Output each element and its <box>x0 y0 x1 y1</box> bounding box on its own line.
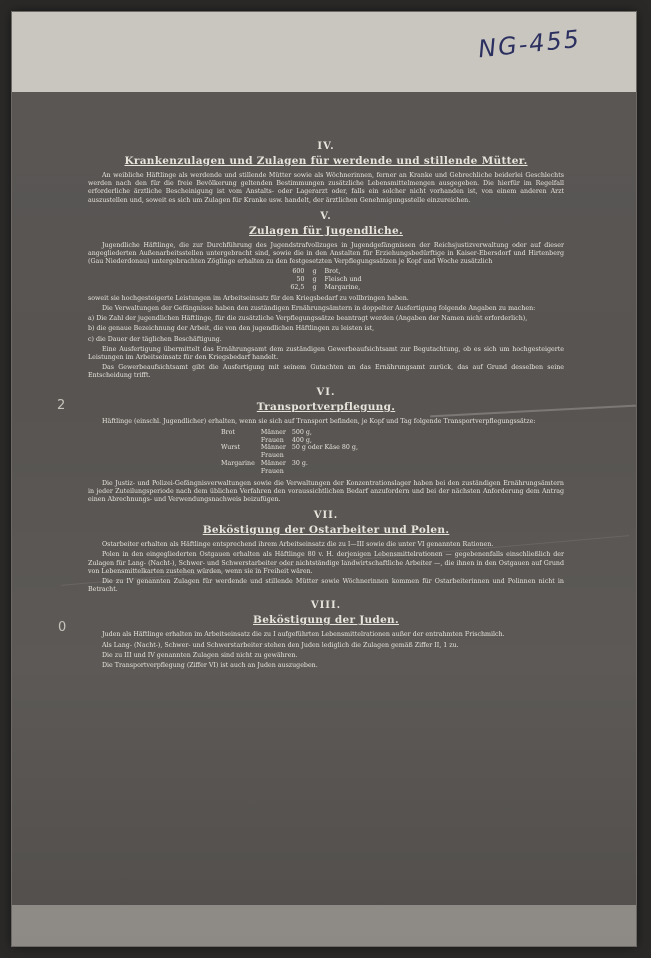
paragraph: soweit sie hochgesteigerte Leistungen im Arbeitseinsatz für den Kriegsbedarf zu vollbringen haben. <box>88 294 409 302</box>
ration-group: Männer <box>260 444 286 452</box>
table-row <box>218 468 361 476</box>
ration-amount: 500 g, <box>291 428 312 436</box>
ration-item: Margarine, <box>324 284 361 292</box>
ration-amount: 62,5 <box>290 284 305 292</box>
page-bottom-margin <box>12 905 636 946</box>
ration-item: Wurst <box>221 444 241 452</box>
ration-group: Frauen <box>260 467 284 475</box>
ration-item: Margarine <box>221 460 255 468</box>
paragraph: Die Transportverpflegung (Ziffer VI) ist auch an Juden auszugeben. <box>102 662 318 670</box>
table-row <box>218 452 361 460</box>
ration-amount: 50 <box>296 276 305 284</box>
ration-group: Frauen <box>260 436 284 444</box>
transport-ration-table <box>218 429 361 476</box>
paragraph: Das Gewerbeaufsichtsamt gibt die Ausfertigung mit seinem Gutachten an das Ernährungsamt zurück, das auf Grund desselben seine Entscheidung trifft. <box>88 364 564 380</box>
section-number: VI. <box>316 386 336 398</box>
list-item: b) die genaue Bezeichnung der Arbeit, die von den jugendlichen Häftlingen zu leisten ist, <box>88 325 375 333</box>
ration-amount: 30 g. <box>291 460 308 468</box>
paragraph: Eine Ausfertigung übermittelt das Ernährungsamt dem zuständigen Gewerbeaufsichtsamt zur Begutachtung, ob es sich um hochgesteigerte Leistungen im Arbeitseinsatz für den Kriegsbedarf handelt. <box>88 345 564 362</box>
ration-row <box>286 284 365 292</box>
paragraph: Die zu IV genannten Zulagen für werdende und stillende Mütter sowie Wöchnerinnen kommen für Ostarbeiterinnen und Polinnen nicht in Betracht. <box>88 578 564 594</box>
section-number: V. <box>320 210 332 222</box>
paragraph: Juden als Häftlinge erhalten im Arbeitseinsatz die zu I aufgeführten Lebensmittelrationen außer der entrahmten Frischmilch. <box>102 631 505 639</box>
section-number: VIII. <box>310 600 342 612</box>
ration-amount: 50 g oder Käse 80 g, <box>291 444 358 452</box>
ration-item <box>218 468 258 476</box>
section-number: IV. <box>317 141 335 152</box>
ration-amount: 600 <box>292 268 305 276</box>
table-row <box>218 429 361 437</box>
table-row <box>218 460 361 468</box>
paragraph: Die Justiz- und Polizei-Gefängnisverwaltungen sowie die Verwaltungen der Konzentrationslager haben bei den zuständigen Ernährungsämtern in jeder Zuteilungsperiode nach dem üblichen Verfahren den voraussichtlichen Bedarf anzufordern und bei der nächsten Anforderung dem Antrag einen Abrechnungs- und Verwendungsnachweis beizufügen. <box>88 479 564 504</box>
margin-mark: 2 <box>57 398 66 413</box>
list-item: c) die Dauer der täglichen Beschäftigung. <box>88 335 222 343</box>
section-title: Beköstigung der Juden. <box>253 614 399 627</box>
ration-item <box>218 437 258 445</box>
ration-amount <box>289 468 361 476</box>
margin-mark: 0 <box>58 620 67 635</box>
paragraph: Polen in den eingegliederten Ostgauen erhalten als Häftlinge 80 v. H. derjenigen Lebensmittelrationen — gegebenenfalls einschließlich der Zulagen für Lang- (Nacht-), Schwer- und Schwerstarbeiter oder nichtständige landwirtschaftliche Arbeiter —, die ihnen in den Ostgauen auf Grund von Lebensmittelkarten zustehen würden, wenn sie in Freiheit wären. <box>88 551 564 575</box>
ration-group: Frauen <box>260 452 284 460</box>
section-title: Transportverpflegung. <box>256 400 396 413</box>
ration-row <box>286 276 365 284</box>
ration-amount <box>289 452 361 460</box>
paragraph: Ostarbeiter erhalten als Häftlinge entsprechend ihrem Arbeitseinsatz die zu I—III sowie die unter VI genannten Rationen. <box>102 541 494 549</box>
ration-row <box>286 268 365 276</box>
paragraph: Jugendliche Häftlinge, die zur Durchführung des Jugendstrafvollzuges in Jugendgefängnissen der Reichsjustizverwaltung oder auf dieser angegliederten Außenarbeitsstellen untergebracht sind, sowie die in den Anstalten für Erziehungsbedürftige in Kaiser-Ebersdorf und Hirtenberg (Gau Niederdonau) untergebrachten Zöglinge erhalten zu den festgesetzten Verpflegungssätzen je Kopf und Woche zusätzlich <box>88 241 564 266</box>
handwritten-reference: NG-455 <box>476 24 583 64</box>
ration-group: Männer <box>260 460 286 468</box>
paragraph: Als Lang- (Nacht-), Schwer- und Schwerstarbeiter stehen den Juden lediglich die Zulagen gemäß Ziffer II, 1 zu. <box>102 641 459 649</box>
ration-item: Brot, <box>324 268 341 276</box>
paragraph: Die zu III und IV genannten Zulagen sind nicht zu gewähren. <box>102 651 298 659</box>
table-row <box>218 444 361 452</box>
paragraph: Häftlinge (einschl. Jugendlicher) erhalten, wenn sie sich auf Transport befinden, je Kopf und Tag folgende Transportverpflegungssätze: <box>102 417 536 425</box>
table-row <box>218 437 361 445</box>
ration-table <box>286 268 365 291</box>
section-title: Zulagen für Jugendliche. <box>249 224 403 237</box>
ration-item <box>218 452 258 460</box>
ration-unit: g <box>312 268 317 276</box>
ration-unit: g <box>312 284 317 292</box>
document-body <box>88 135 564 672</box>
ration-item: Fleisch und <box>324 276 362 284</box>
paragraph: An weibliche Häftlinge als werdende und stillende Mütter sowie als Wöchnerinnen, ferner an Kranke und Gebrechliche beiderlei Geschlechts werden nach den für die freie Bevölkerung geltenden Bestimmungen zusätzliche Lebensmittelmengen ausgegeben. Die hierfür im Regelfall erforderliche ärztliche Bescheinigung ist vom Anstalts- oder Lagerarzt oder, falls ein solcher nicht vorhanden ist, von einem anderen Arzt auszustellen und, soweit es sich um Zulagen für Kranke usw. handelt, der ärztlichen Genehmigungsstelle einzureichen. <box>88 172 564 204</box>
ration-unit: g <box>312 276 317 284</box>
paragraph: Die Verwaltungen der Gefängnisse haben den zuständigen Ernährungsämtern in doppelter Ausfertigung folgende Angaben zu machen: <box>102 305 536 313</box>
section-title: Beköstigung der Ostarbeiter und Polen. <box>202 524 450 537</box>
section-title: Krankenzulagen und Zulagen für werdende und stillende Mütter. <box>124 155 528 167</box>
ration-group: Männer <box>260 428 286 436</box>
list-item: a) Die Zahl der jugendlichen Häftlinge, für die zusätzliche Verpflegungssätze beantragt werden (Angaben der Namen nicht erforderlich), <box>88 315 528 323</box>
section-number: VII. <box>313 510 339 522</box>
ration-amount: 400 g, <box>291 436 312 444</box>
ration-item: Brot <box>221 428 235 436</box>
